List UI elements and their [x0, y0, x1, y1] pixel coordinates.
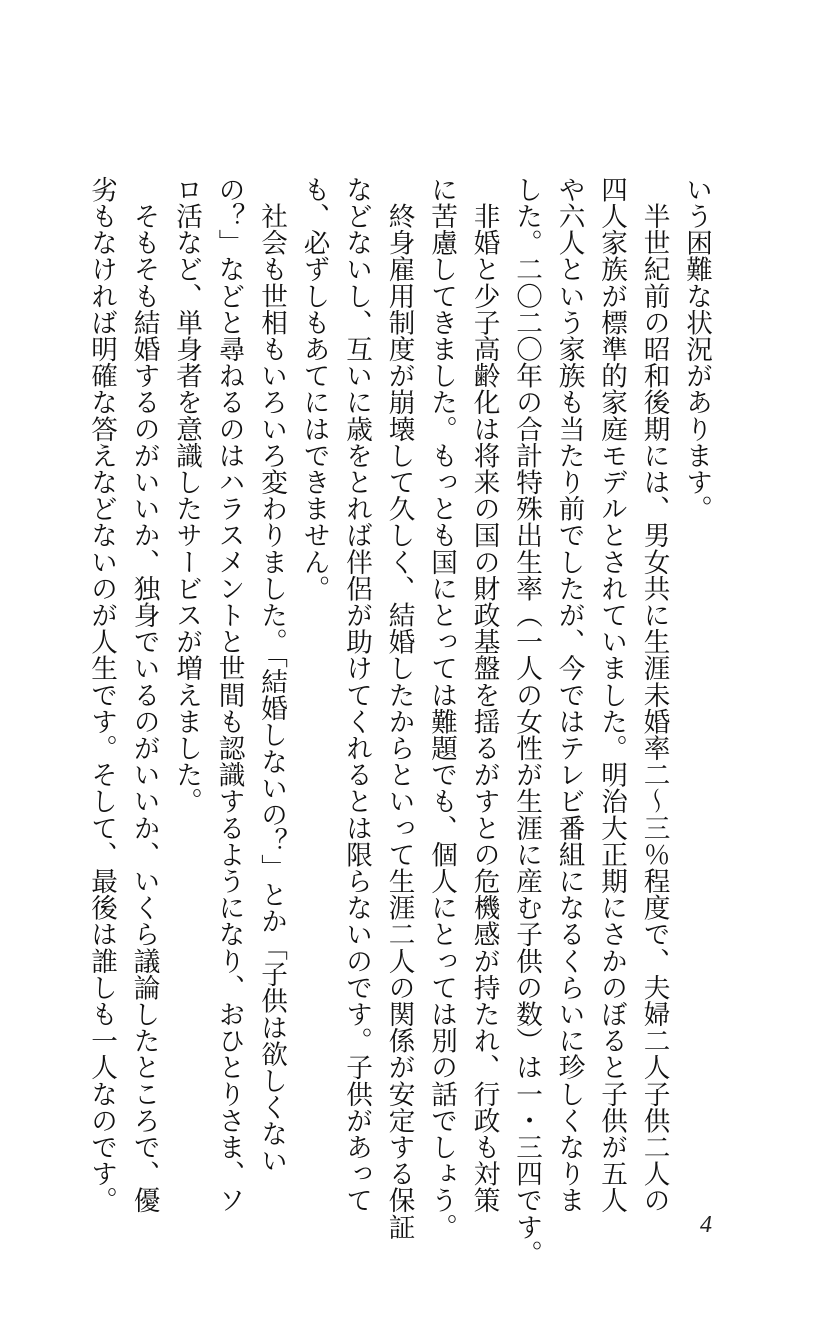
paragraph-showa-family: 半世紀前の昭和後期には、男女共に生涯未婚率二〜三％程度で、夫婦二人子供二人の 四人家族が標準的家庭モデルとされていました。明治大正期にさかのぼると子供が五人 や六人という家族も当たり前でしたが、今ではテレビ番組になるくらいに珍しくなりま した。二〇二〇年の合計特殊出生率（一人の女性が生涯に産む子供の数）は一・三四です。: [511, 176, 670, 1267]
paragraph-situation: いう困難な状況があります。: [681, 176, 712, 522]
paragraph-society-changes: 社会も世相もいろいろ変わりました。「結婚しないの？」とか「子供は欲しくない の？」などと尋ねるのはハラスメントと世間も認識するようになり、おひとりさま、ソ ロ活など、単身者を意識したサービスが増えました。: [171, 176, 287, 1214]
vertical-body-text: [86, 176, 717, 1267]
paragraph-low-birthrate: 非婚と少子高齢化は将来の国の財政基盤を揺るがすとの危機感が持たれ、行政も対策 に苦慮してきました。もっとも国にとっては難題でも、個人にとっては別の話でしょう。: [426, 176, 500, 1240]
page-number: 4: [700, 1212, 712, 1238]
paragraph-lifetime-employment: 終身雇用制度が崩壊して久しく、結婚したからといって生涯二人の関係が安定する保証 などないし、互いに歳をとれば伴侶が助けてくれるとは限らないのです。子供があって も、必ずしもあてにはできません。: [298, 176, 415, 1240]
paragraph-conclusion: そもそも結婚するのがいいか、独身でいるのがいいか、いくら議論したところで、優 劣もなければ明確な答えなどないのが人生です。そして、最後は誰しも一人なのです。: [86, 176, 160, 1214]
